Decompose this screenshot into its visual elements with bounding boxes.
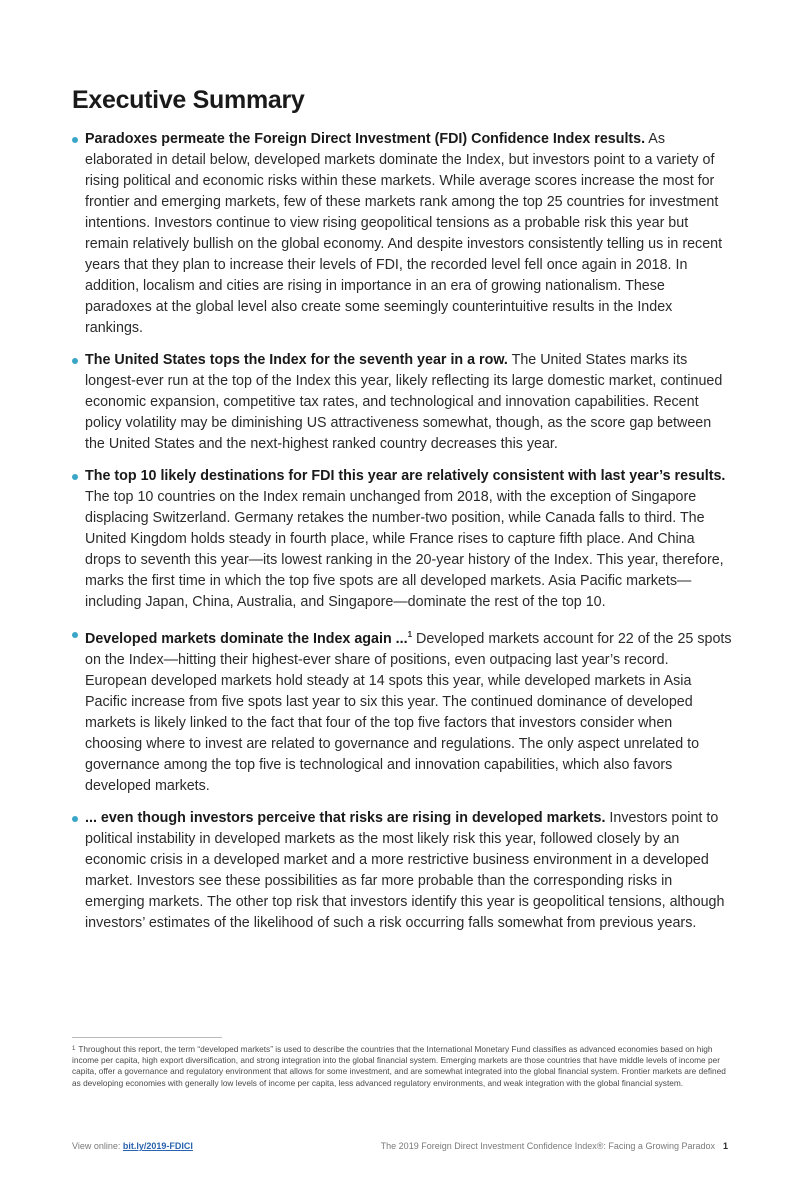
view-online-link[interactable]: bit.ly/2019-FDICI: [122, 1141, 193, 1151]
bullet-lead: ... even though investors perceive that risks are rising in developed markets.: [85, 809, 606, 826]
page-number: 1: [722, 1141, 728, 1151]
footer-report-info: [381, 1141, 728, 1151]
bullet-body: As elaborated in detail below, developed markets dominate the Index, but investors point to a variety of rising political and economic risks within these markets. While average scores increase the most for frontier and emerging markets, few of these markets rank among the top 25 countries for investment intentions. Investors continue to view rising geopolitical tensions as a probable risk this year but remain relatively bullish on the global economy. And despite investors consistently telling us in recent years that they plan to increase their levels of FDI, the recorded level fell once again in 2018. In addition, localism and cities are rising in importance in an era of growing nationalism. These paradoxes at the global level also create some seemingly counterintuitive results in the Index rankings.: [85, 131, 723, 336]
report-title: The 2019 Foreign Direct Investment Confidence Index®: Facing a Growing Paradox: [380, 1141, 715, 1151]
footnote-divider: [72, 1037, 222, 1038]
view-online-label: View online:: [72, 1141, 121, 1151]
bullet-lead: The top 10 likely destinations for FDI this year are relatively consistent with last year’s results.: [85, 468, 726, 484]
page-title: Executive Summary: [72, 86, 305, 114]
footnote: [72, 1044, 732, 1089]
bullet-dot-icon: [72, 474, 78, 480]
bullet-body: The United States marks its longest-ever run at the top of the Index this year, likely reflecting its large domestic market, continued economic expansion, competitive tax rates, and technological and innovation capabilities. Recent policy volatility may be diminishing US attractiveness somewhat, though, as the score gap between the United States and the next-highest ranked country decreases this year.: [85, 352, 723, 452]
bullet-lead: The United States tops the Index for the seventh year in a row.: [85, 352, 508, 368]
footnote-text: Throughout this report, the term “developed markets” is used to describe the countries that the International Monetary Fund classifies as advanced economies based on high income per capita, high export diversification, and strong integration into the global financial system. Emerging markets are those countries that have middle levels of income per capita, offer a governance and regulatory environment that allows for some investment, and are somewhat integrated into the global financial system. Frontier markets are defined as developing economies with generally low levels of income per capita, less advanced regulatory environments, and weak integration with the global financial system.: [72, 1044, 726, 1088]
bullet-body: The top 10 countries on the Index remain unchanged from 2018, with the exception of Singapore displacing Switzerland. Germany retakes the number-two position, while Canada falls to third. The United Kingdom holds steady in fourth place, while France rises to capture fifth place. And China drops to seventh this year—its lowest ranking in the 20-year history of the Index. This year, therefore, marks the first time in which the top five spots are all developed markets. Asia Pacific markets—including Japan, China, Australia, and Singapore—dominate the rest of the top 10.: [85, 489, 724, 610]
footer-view-online: [72, 1141, 193, 1151]
bullet-body: Developed markets account for 22 of the 25 spots on the Index—hitting their highest-ever share of positions, even outpacing last year’s record. European developed markets hold steady at 14 spots this year, while developed markets in Asia Pacific increase from five spots last year to six this year. The continued dominance of developed markets is likely linked to the fact that four of the top five factors that investors consider when choosing where to invest are related to governance and regulations. The only aspect unrelated to governance among the top five is technological and innovation capabilities, which also favors developed markets.: [85, 630, 732, 794]
bullet-item: [72, 466, 732, 613]
bullet-item: [72, 624, 732, 797]
bullet-lead: Paradoxes permeate the Foreign Direct Investment (FDI) Confidence Index results.: [85, 131, 646, 147]
bullet-item: [72, 129, 732, 339]
summary-bullet-list: [72, 129, 732, 945]
bullet-dot-icon: [72, 816, 78, 822]
bullet-lead: Developed markets dominate the Index again ...: [85, 630, 408, 647]
bullet-dot-icon: [72, 632, 78, 638]
bullet-body: Investors point to political instability in developed markets as the most likely risk this year, followed closely by an economic crisis in a developed market and a more restrictive business environment in a developed market. Investors see these possibilities as far more probable than the corresponding risks in emerging markets. The other top risk that investors identify this year is geopolitical tensions, although investors’ estimates of the likelihood of such a risk occurring falls somewhat from previous years.: [85, 809, 725, 931]
bullet-dot-icon: [72, 137, 78, 143]
bullet-item: [72, 808, 732, 934]
footnote-ref[interactable]: 1: [407, 630, 413, 639]
footnote-number: 1: [72, 1046, 76, 1052]
bullet-dot-icon: [72, 358, 78, 364]
bullet-item: [72, 350, 732, 455]
